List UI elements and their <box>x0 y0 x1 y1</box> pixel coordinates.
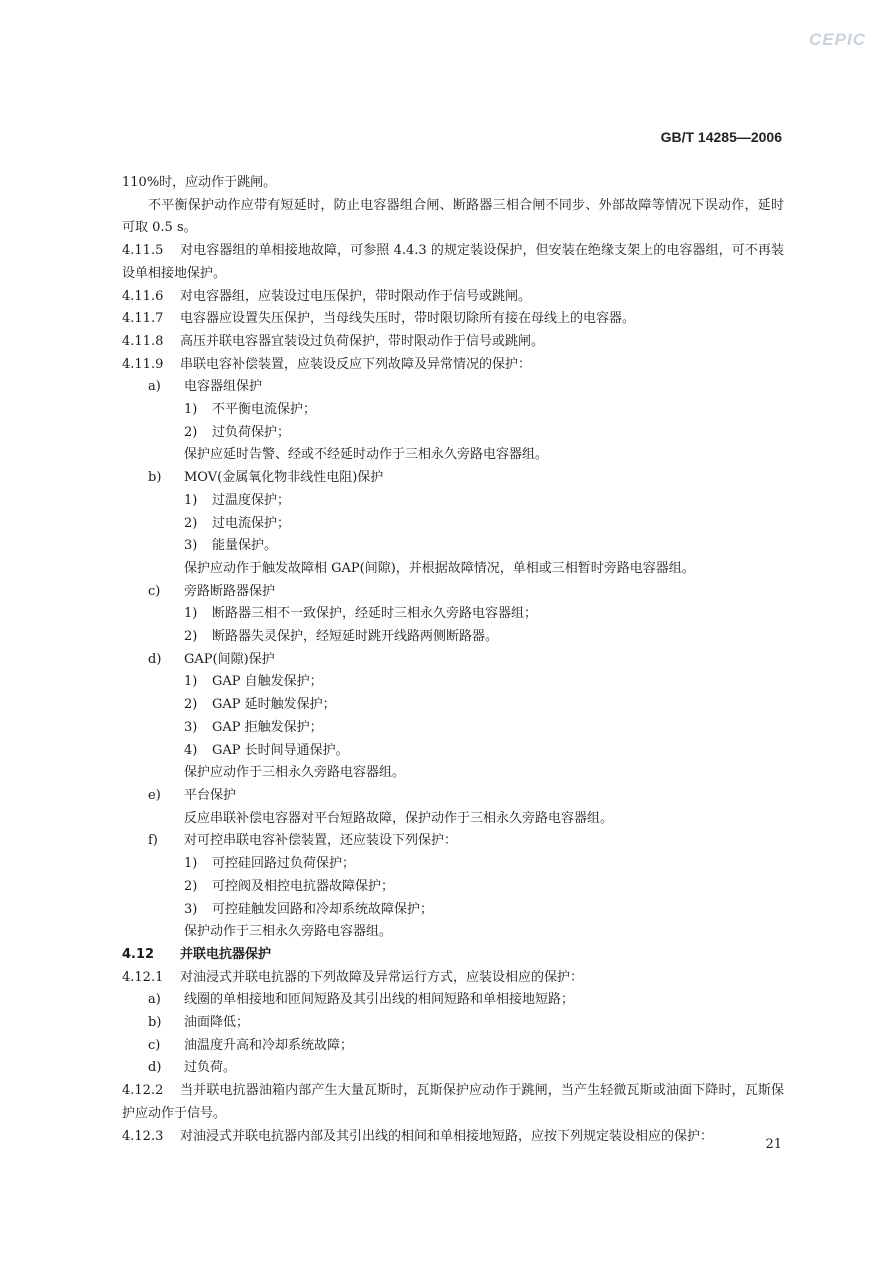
list-item <box>122 830 784 853</box>
clause-4-12-1 <box>122 967 784 990</box>
item-text: 过负荷保护； <box>212 424 291 440</box>
list-item <box>122 785 784 808</box>
item-label: 4) <box>184 742 198 758</box>
item-label: 1) <box>184 674 198 690</box>
text-line: 保护应延时告警、经或不经延时动作于三相永久旁路电容器组。 <box>184 447 549 463</box>
clause-4-12-2 <box>122 1080 784 1125</box>
item-text: 可控硅回路过负荷保护； <box>212 856 356 872</box>
clause-number: 4.12.3 <box>122 1128 164 1144</box>
clause-number: 4.12.1 <box>122 969 164 985</box>
item-label: 2) <box>184 878 198 894</box>
item-text: 可控硅触发回路和冷却系统故障保护； <box>212 901 434 917</box>
item-text: 可控阀及相控电抗器故障保护； <box>212 878 395 894</box>
item-label: e) <box>148 787 161 803</box>
item-label: f) <box>148 833 158 849</box>
item-label: d) <box>148 1060 162 1076</box>
clause-4-12-3 <box>122 1126 784 1149</box>
clause-text: 对油浸式并联电抗器的下列故障及异常运行方式，应装设相应的保护： <box>180 969 584 985</box>
clause-text: 对油浸式并联电抗器内部及其引出线的相间和单相接地短路，应按下列规定装设相应的保护： <box>180 1128 714 1144</box>
clause-4-11-7 <box>122 308 784 331</box>
clause-text: 对电容器组的单相接地故障，可参照 4.4.3 的规定装设保护，但安装在绝缘支架上的电容器组，可不再装设单相接地保护。 <box>122 243 784 281</box>
list-item <box>122 581 784 604</box>
item-text: 线圈的单相接地和匝间短路及其引出线的相间短路和单相接地短路； <box>184 992 575 1008</box>
clause-number: 4.11.7 <box>122 311 164 327</box>
list-item <box>122 467 784 490</box>
clause-number: 4.11.5 <box>122 243 164 259</box>
item-label: c) <box>148 1037 161 1053</box>
item-text: 对可控串联电容补偿装置，还应装设下列保护： <box>184 833 458 849</box>
section-heading-4-12 <box>122 944 784 967</box>
item-text: 油温度升高和冷却系统故障； <box>184 1037 354 1053</box>
text-line: 保护动作于三相永久旁路电容器组。 <box>184 924 393 940</box>
item-label: 1) <box>184 492 198 508</box>
item-text: 电容器组保护 <box>184 379 263 395</box>
item-label: 3) <box>184 719 198 735</box>
cepic-watermark-logo: CEPIC <box>809 30 866 49</box>
item-label: 2) <box>184 515 198 531</box>
clause-number: 4.11.9 <box>122 356 164 372</box>
item-text: 断路器三相不一致保护，经延时三相永久旁路电容器组； <box>212 606 538 622</box>
clause-text: 电容器应设置失压保护，当母线失压时，带时限切除所有接在母线上的电容器。 <box>180 311 636 327</box>
item-label: b) <box>148 1015 162 1031</box>
item-text: 旁路断路器保护 <box>184 583 276 599</box>
list-item <box>122 853 784 876</box>
clause-number: 4.11.6 <box>122 288 164 304</box>
item-text: 过温度保护； <box>212 492 291 508</box>
list-item <box>122 717 784 740</box>
item-text: GAP 自触发保护； <box>212 674 323 690</box>
item-text: GAP 延时触发保护； <box>212 697 336 713</box>
list-item <box>122 513 784 536</box>
clause-number: 4.11.8 <box>122 333 164 349</box>
clause-text: 高压并联电容器宜装设过负荷保护，带时限动作于信号或跳闸。 <box>180 333 545 349</box>
document-body <box>122 172 784 1148</box>
list-item <box>122 989 784 1012</box>
text-line: 保护应动作于触发故障相 GAP(间隙)，并根据故障情况，单相或三相暂时旁路电容器组。 <box>184 560 695 576</box>
clause-text: 串联电容补偿装置，应装设反应下列故障及异常情况的保护： <box>180 356 532 372</box>
list-item <box>122 626 784 649</box>
text-line: 反应串联补偿电容器对平台短路故障，保护动作于三相永久旁路电容器组。 <box>184 810 614 826</box>
text-line: 保护应动作于三相永久旁路电容器组。 <box>184 765 406 781</box>
list-item <box>122 671 784 694</box>
item-label: a) <box>148 992 161 1008</box>
item-text: 平台保护 <box>184 787 237 803</box>
item-label: 2) <box>184 424 198 440</box>
item-label: 2) <box>184 697 198 713</box>
item-label: 1) <box>184 402 198 418</box>
item-text: 油面降低； <box>184 1015 250 1031</box>
item-label: b) <box>148 470 162 486</box>
clause-4-11-5 <box>122 240 784 285</box>
list-item <box>122 649 784 672</box>
list-item <box>122 1012 784 1035</box>
item-label: 3) <box>184 901 198 917</box>
list-item <box>122 1035 784 1058</box>
list-item <box>122 694 784 717</box>
page-number: 21 <box>765 1137 782 1152</box>
item-label: 3) <box>184 538 198 554</box>
item-label: 1) <box>184 856 198 872</box>
section-title: 并联电抗器保护 <box>180 946 272 962</box>
standard-number-header: GB/T 14285—2006 <box>660 129 782 145</box>
list-item <box>122 490 784 513</box>
clause-text: 对电容器组，应装设过电压保护，带时限动作于信号或跳闸。 <box>180 288 532 304</box>
clause-number: 4.12.2 <box>122 1083 164 1099</box>
item-label: c) <box>148 583 161 599</box>
list-item <box>122 1057 784 1080</box>
item-text: MOV(金属氧化物非线性电阻)保护 <box>184 470 384 486</box>
list-item <box>122 535 784 558</box>
item-text: 过电流保护； <box>212 515 291 531</box>
item-text: GAP 长时间导通保护。 <box>212 742 349 758</box>
text-line: 110%时，应动作于跳闸。 <box>122 175 277 190</box>
item-label: a) <box>148 379 161 395</box>
paragraph: 不平衡保护动作应带有短延时，防止电容器组合闸、断路器三相合闸不同步、外部故障等情况下误动作，延时可取 0.5 s。 <box>122 197 784 236</box>
list-item <box>122 422 784 445</box>
clause-4-11-9 <box>122 354 784 377</box>
list-item <box>122 603 784 626</box>
item-label: 1) <box>184 606 198 622</box>
list-item <box>122 376 784 399</box>
section-number: 4.12 <box>122 946 155 962</box>
item-text: 能量保护。 <box>212 538 278 554</box>
item-text: GAP 拒触发保护； <box>212 719 323 735</box>
item-text: 不平衡电流保护； <box>212 402 317 418</box>
clause-text: 当并联电抗器油箱内部产生大量瓦斯时，瓦斯保护应动作于跳闸，当产生轻微瓦斯或油面下降时，瓦斯保护应动作于信号。 <box>122 1083 784 1121</box>
clause-4-11-8 <box>122 331 784 354</box>
clause-4-11-6 <box>122 286 784 309</box>
list-item <box>122 399 784 422</box>
item-text: GAP(间隙)保护 <box>184 651 275 667</box>
list-item <box>122 740 784 763</box>
item-label: d) <box>148 651 162 667</box>
list-item <box>122 876 784 899</box>
item-text: 过负荷。 <box>184 1060 237 1076</box>
item-text: 断路器失灵保护，经短延时跳开线路两侧断路器。 <box>212 629 499 645</box>
list-item <box>122 899 784 922</box>
item-label: 2) <box>184 629 198 645</box>
